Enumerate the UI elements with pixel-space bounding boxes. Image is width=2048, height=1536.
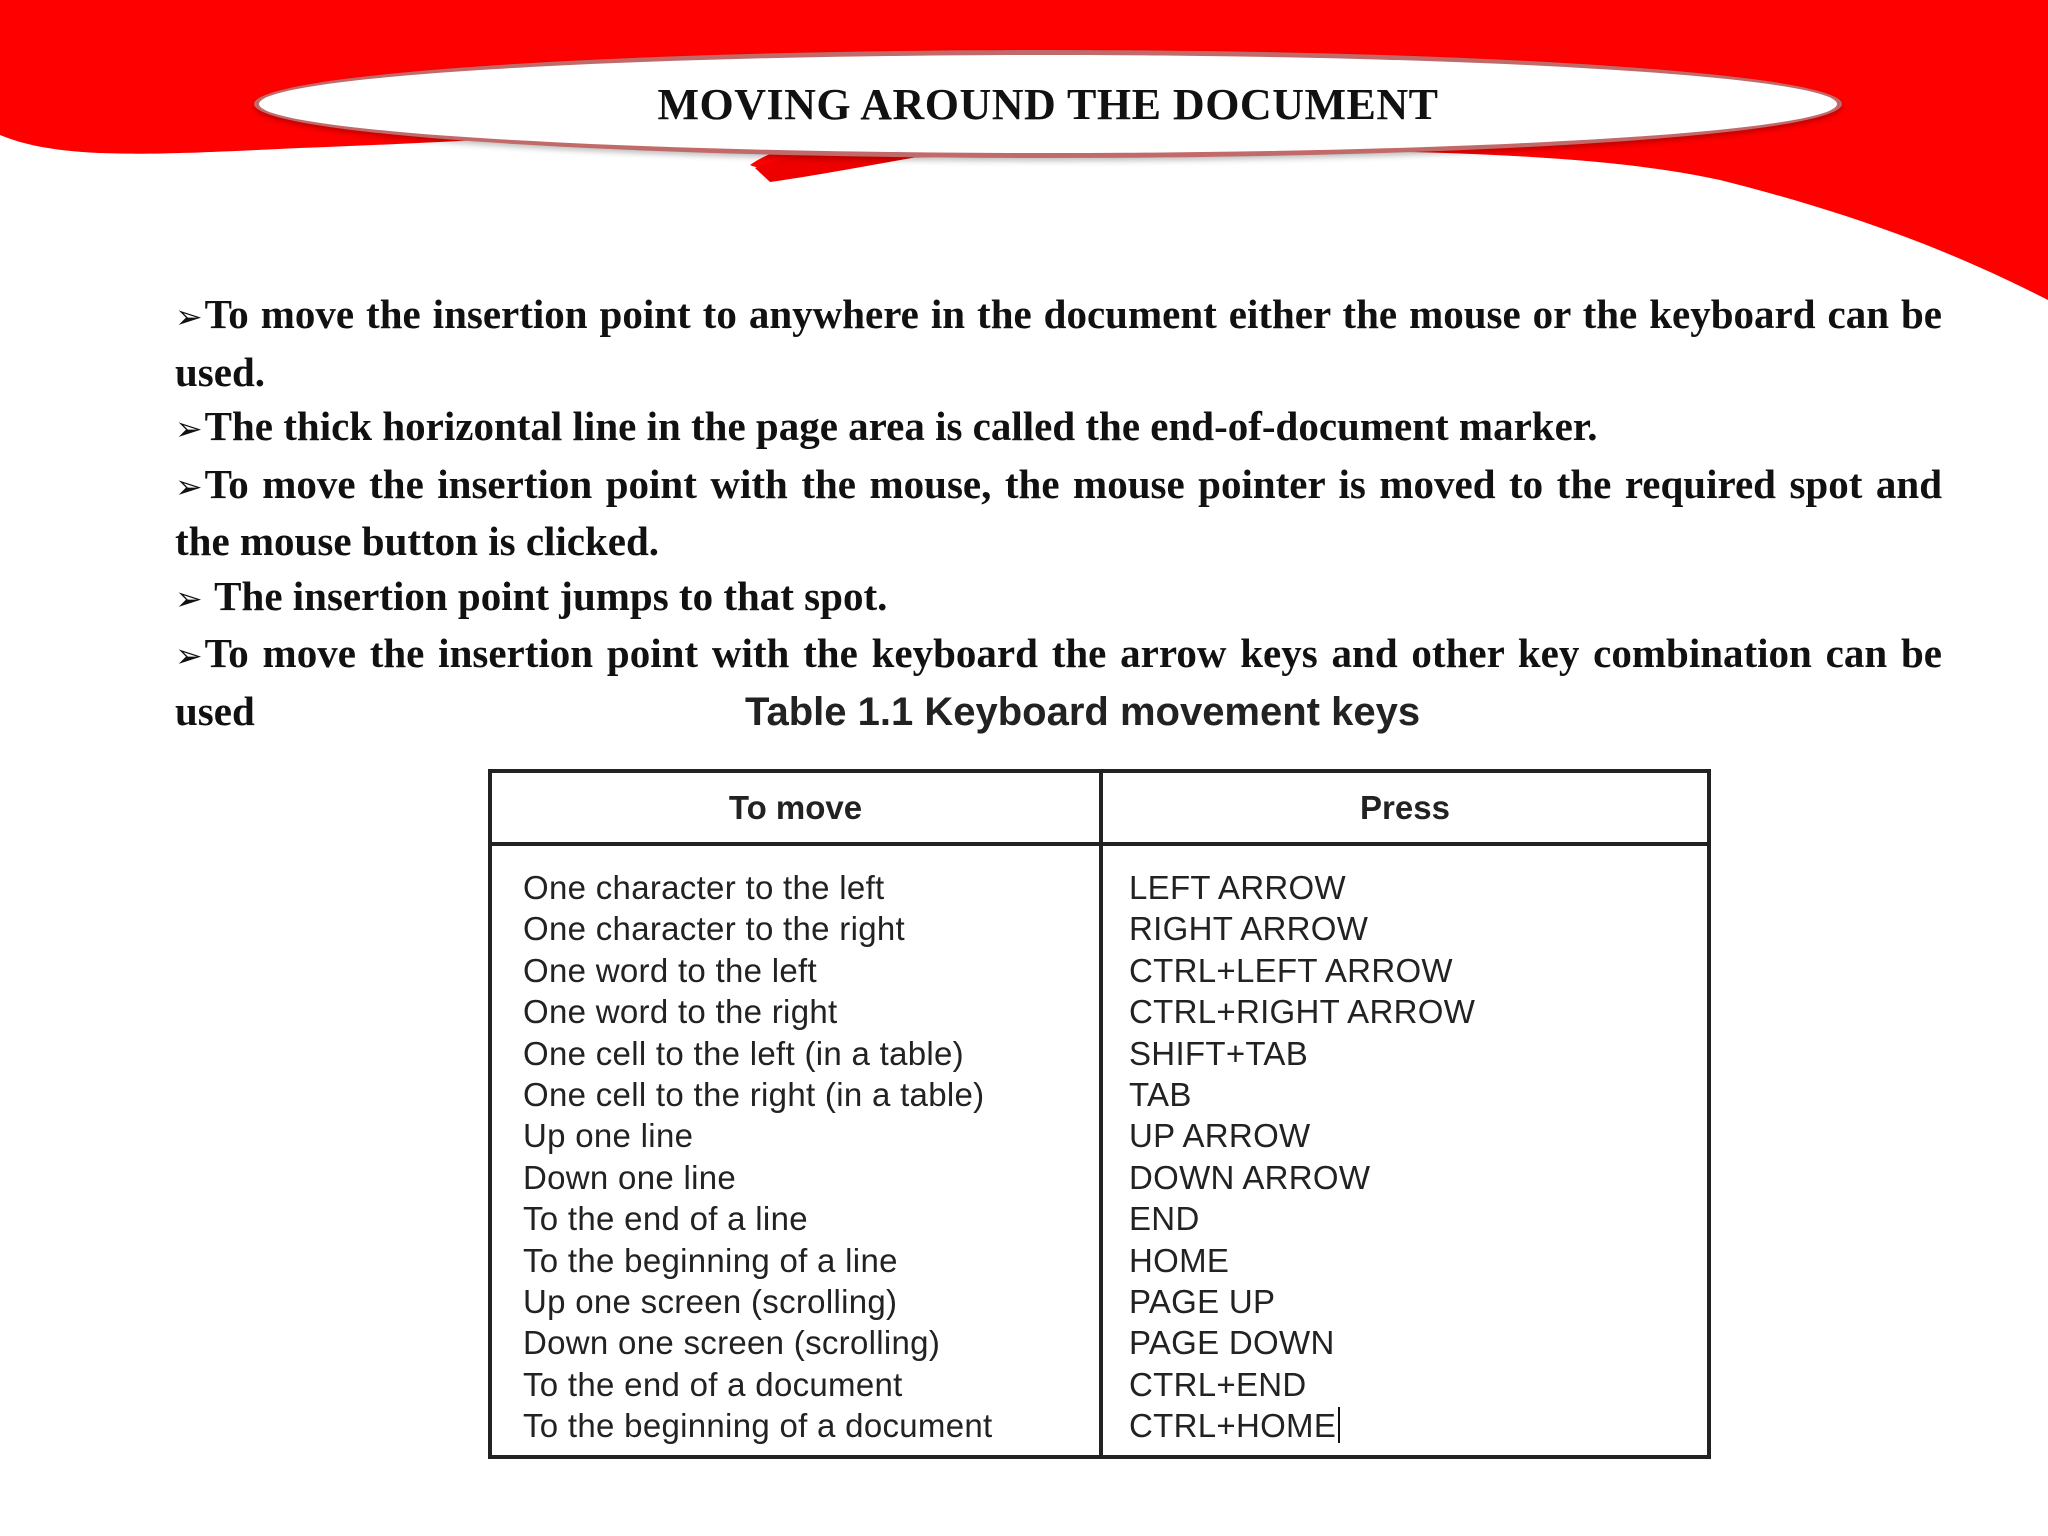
press-cell: SHIFT+TAB bbox=[1129, 1034, 1309, 1072]
table-row bbox=[492, 1322, 1707, 1363]
table-row bbox=[492, 950, 1707, 991]
bullet-item bbox=[175, 287, 1942, 399]
press-cell: TAB bbox=[1129, 1075, 1192, 1113]
header-press: Press bbox=[1360, 788, 1450, 826]
bullet-list bbox=[175, 287, 1942, 738]
table-row bbox=[492, 991, 1707, 1032]
press-cell: PAGE DOWN bbox=[1129, 1324, 1335, 1362]
bullet-text: The insertion point jumps to that spot. bbox=[204, 572, 888, 619]
table-body bbox=[492, 867, 1707, 1446]
table-row bbox=[492, 1364, 1707, 1405]
press-cell: CTRL+LEFT ARROW bbox=[1129, 951, 1453, 989]
table-row bbox=[492, 1281, 1707, 1322]
bullet-text: To move the insertion point to anywhere in the document either the mouse or the keyboard can be used. bbox=[175, 291, 1942, 395]
move-cell: One word to the right bbox=[523, 993, 838, 1031]
bullet-text: To move the insertion point with the keyboard the arrow keys and other key combination can be used bbox=[175, 630, 1942, 734]
move-cell: To the end of a line bbox=[523, 1200, 808, 1238]
arrowhead-bullet-icon: ➢ bbox=[175, 578, 203, 618]
keyboard-movement-table bbox=[488, 769, 1711, 1459]
move-cell: Up one screen (scrolling) bbox=[523, 1282, 898, 1320]
press-cell: CTRL+RIGHT ARROW bbox=[1129, 993, 1476, 1031]
bullet-item bbox=[175, 399, 1942, 457]
arrowhead-bullet-icon: ➢ bbox=[175, 297, 203, 336]
text-cursor bbox=[1338, 1407, 1340, 1443]
move-cell: To the beginning of a document bbox=[523, 1407, 993, 1445]
bullet-item bbox=[175, 457, 1942, 569]
move-cell: One character to the right bbox=[523, 910, 905, 948]
bullet-item bbox=[175, 569, 1942, 627]
move-cell: One word to the left bbox=[523, 951, 817, 989]
arrowhead-bullet-icon: ➢ bbox=[175, 466, 203, 506]
move-cell: Down one screen (scrolling) bbox=[523, 1324, 941, 1362]
table-row bbox=[492, 1115, 1707, 1156]
table-row bbox=[492, 1405, 1707, 1446]
press-cell: PAGE UP bbox=[1129, 1282, 1276, 1320]
table-row bbox=[492, 1240, 1707, 1281]
table-caption: Table 1.1 Keyboard movement keys bbox=[745, 690, 1421, 734]
press-cell: RIGHT ARROW bbox=[1129, 910, 1369, 948]
table-row bbox=[492, 867, 1707, 908]
press-cell: CTRL+END bbox=[1129, 1365, 1307, 1403]
press-cell: LEFT ARROW bbox=[1129, 869, 1346, 906]
move-cell: To the end of a document bbox=[523, 1365, 903, 1403]
move-cell: One cell to the right (in a table) bbox=[523, 1075, 985, 1113]
table-row bbox=[492, 1074, 1707, 1115]
press-cell bbox=[1129, 1405, 1340, 1446]
move-cell: One character to the left bbox=[523, 869, 885, 906]
table-row bbox=[492, 1198, 1707, 1239]
header-to-move: To move bbox=[728, 788, 863, 826]
table-row bbox=[492, 1157, 1707, 1198]
press-cell: HOME bbox=[1129, 1241, 1230, 1279]
arrowhead-bullet-icon: ➢ bbox=[175, 409, 203, 448]
bullet-text: To move the insertion point with the mouse, the mouse pointer is moved to the required spot and the mouse button is clicked. bbox=[175, 460, 1942, 564]
move-cell: Down one line bbox=[523, 1158, 737, 1196]
table-header-row bbox=[492, 773, 1707, 846]
title-banner bbox=[254, 50, 1842, 158]
table-row bbox=[492, 1033, 1707, 1074]
move-cell: Up one line bbox=[523, 1117, 694, 1155]
bullet-text: The thick horizontal line in the page area is called the end-of-document marker. bbox=[204, 403, 1598, 449]
press-cell: UP ARROW bbox=[1129, 1117, 1311, 1155]
press-cell: DOWN ARROW bbox=[1129, 1158, 1371, 1196]
slide-title: MOVING AROUND THE DOCUMENT bbox=[657, 79, 1439, 129]
move-cell: To the beginning of a line bbox=[523, 1241, 898, 1279]
press-cell: END bbox=[1129, 1200, 1200, 1238]
arrowhead-bullet-icon: ➢ bbox=[175, 636, 203, 675]
press-cell-text: CTRL+HOME bbox=[1129, 1407, 1337, 1445]
table-row bbox=[492, 908, 1707, 949]
move-cell: One cell to the left (in a table) bbox=[523, 1034, 964, 1072]
